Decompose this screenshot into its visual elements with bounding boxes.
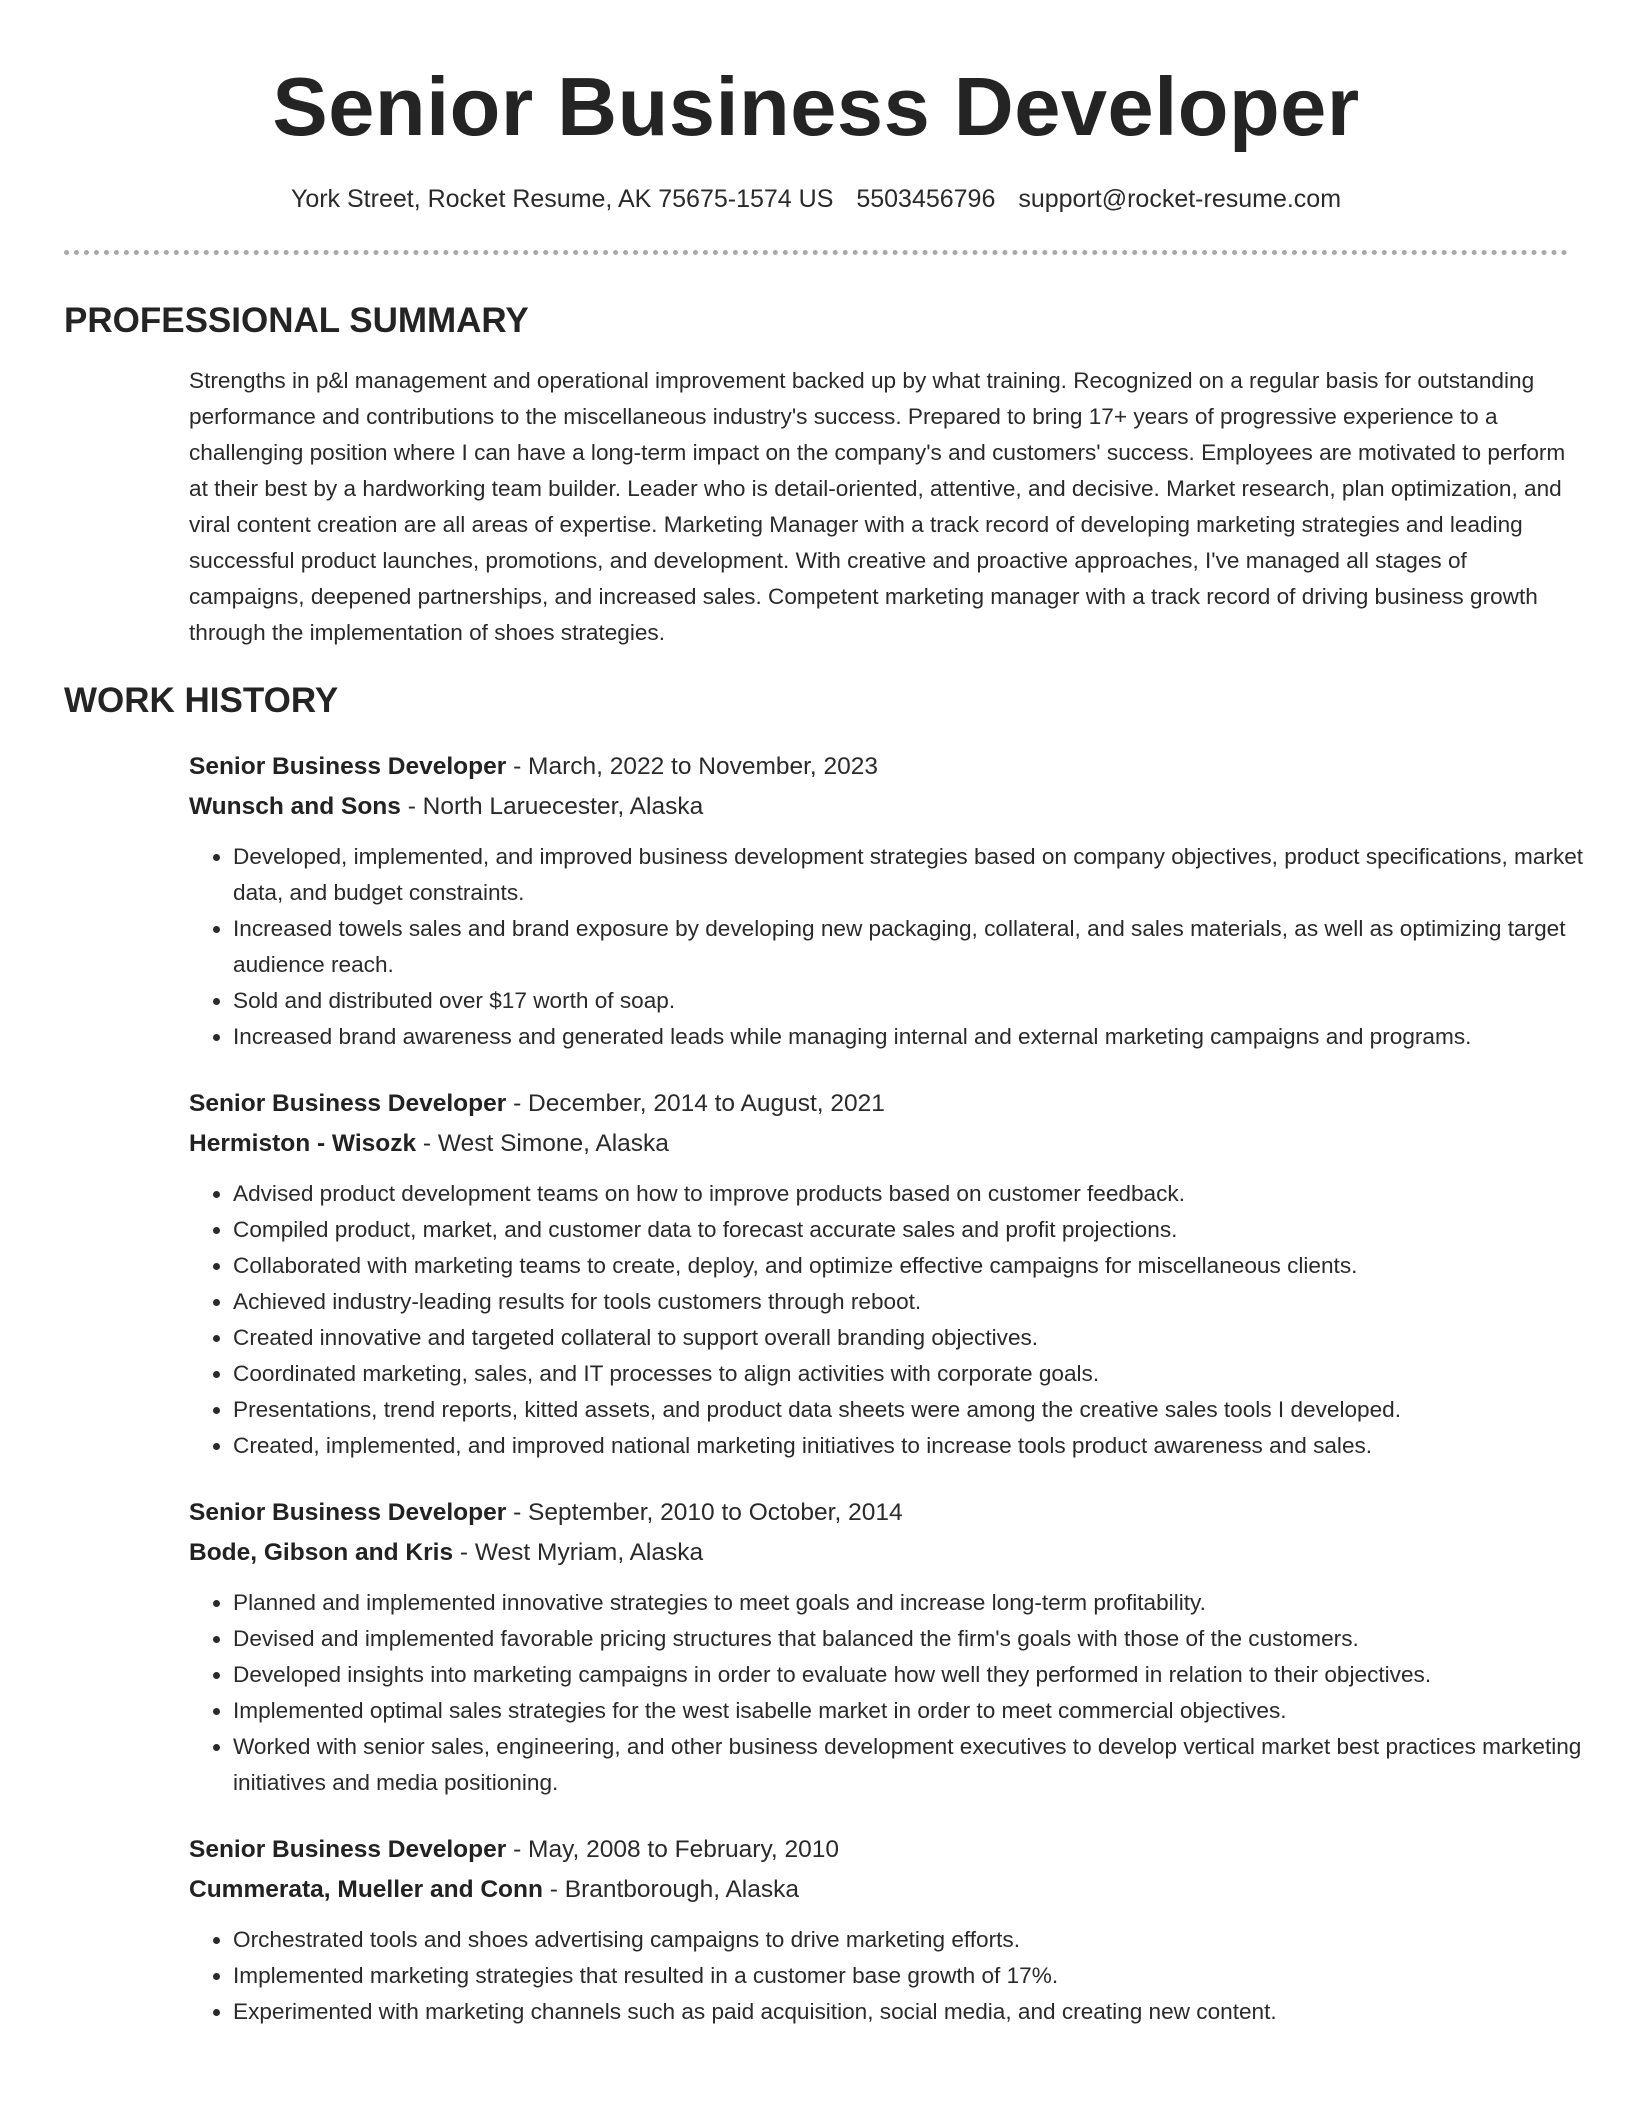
job-bullets — [189, 1585, 1592, 1801]
job-bullet: • Increased towels sales and brand exposure by developing new packaging, collateral, and sales materials, as well as optimizing target audience reach. — [233, 911, 1592, 983]
job-bullet: • Created, implemented, and improved national marketing initiatives to increase tools product awareness and sales. — [233, 1428, 1592, 1464]
job-bullet: • Devised and implemented favorable pricing structures that balanced the firm's goals with those of the customers. — [233, 1621, 1592, 1657]
job-bullet: • Orchestrated tools and shoes advertising campaigns to drive marketing efforts. — [233, 1922, 1592, 1958]
job-bullet: • Advised product development teams on how to improve products based on customer feedback. — [233, 1176, 1592, 1212]
job-dates: - September, 2010 to October, 2014 — [506, 1499, 903, 1526]
work-history-section-title: WORK HISTORY — [64, 681, 339, 720]
job-company: Hermiston - Wisozk — [189, 1130, 417, 1157]
job-bullet: • Developed insights into marketing campaigns in order to evaluate how well they performed in relation to their objectives. — [233, 1657, 1592, 1693]
contact-address: York Street, Rocket Resume, AK 75675-1574 US — [290, 185, 834, 213]
job-role-line — [189, 1084, 1592, 1124]
job-dates: - December, 2014 to August, 2021 — [506, 1090, 885, 1117]
job-bullets — [189, 1176, 1592, 1464]
job-bullet: • Developed, implemented, and improved business development strategies based on company objectives, product specifications, market data, and budget constraints. — [233, 839, 1592, 911]
job-company-line — [189, 787, 1592, 827]
job-company-line — [189, 1124, 1592, 1164]
job-bullet: • Coordinated marketing, sales, and IT processes to align activities with corporate goals. — [233, 1356, 1592, 1392]
job-bullet: • Created innovative and targeted collateral to support overall branding objectives. — [233, 1320, 1592, 1356]
job-location: - Brantborough, Alaska — [542, 1876, 799, 1903]
summary-section-title: PROFESSIONAL SUMMARY — [64, 301, 529, 340]
job-bullet: • Implemented marketing strategies that resulted in a customer base growth of 17%. — [233, 1958, 1592, 1994]
job-bullets — [189, 1922, 1592, 2030]
job-bullet: • Experimented with marketing channels such as paid acquisition, social media, and creating new content. — [233, 1994, 1592, 2030]
job-entry — [189, 1830, 1592, 2030]
job-entry — [189, 1493, 1592, 1801]
job-role: Senior Business Developer — [189, 1499, 507, 1526]
job-company: Cummerata, Mueller and Conn — [189, 1876, 543, 1903]
summary-text: Strengths in p&l management and operational improvement backed up by what training. Recognized on a regular basis for outstanding performance and contributions to the miscellaneous industry's success. Prepared to bring 17+ years of progressive experience to a challenging position where I can have a long-term impact on the company's and customers' success. Employees are motivated to perform at their best by a hardworking team builder. Leader who is detail-oriented, attentive, and decisive. Market research, plan optimization, and viral content creation are all areas of expertise. Marketing Manager with a track record of developing marketing strategies and leading successful product launches, promotions, and development. With creative and proactive approaches, I've managed all stages of campaigns, deepened partnerships, and increased sales. Competent marketing manager with a track record of driving business growth through the implementation of shoes strategies. — [189, 368, 1566, 645]
job-company: Bode, Gibson and Kris — [189, 1539, 454, 1566]
job-bullets — [189, 839, 1592, 1055]
candidate-name: Senior Business Developer — [272, 60, 1360, 153]
job-role-line — [189, 1493, 1592, 1533]
job-entry — [189, 1084, 1592, 1464]
job-company-line — [189, 1533, 1592, 1573]
contact-email: support@rocket-resume.com — [1018, 185, 1342, 213]
job-role-line — [189, 1830, 1592, 1870]
job-bullet: • Presentations, trend reports, kitted assets, and product data sheets were among the creative sales tools I developed. — [233, 1392, 1592, 1428]
job-role: Senior Business Developer — [189, 753, 507, 780]
job-location: - North Laruecester, Alaska — [400, 793, 704, 820]
contact-phone: 5503456796 — [856, 185, 996, 213]
job-bullet: • Implemented optimal sales strategies for the west isabelle market in order to meet commercial objectives. — [233, 1693, 1592, 1729]
header-divider — [64, 250, 1568, 255]
job-bullet: • Worked with senior sales, engineering, and other business development executives to develop vertical market best practices marketing initiatives and media positioning. — [233, 1729, 1592, 1801]
resume-header — [0, 0, 1632, 215]
job-dates: - May, 2008 to February, 2010 — [506, 1836, 840, 1863]
job-bullet: • Compiled product, market, and customer data to forecast accurate sales and profit projections. — [233, 1212, 1592, 1248]
job-bullet: • Planned and implemented innovative strategies to meet goals and increase long-term profitability. — [233, 1585, 1592, 1621]
job-dates: - March, 2022 to November, 2023 — [506, 753, 879, 780]
job-bullet: • Achieved industry-leading results for tools customers through reboot. — [233, 1284, 1592, 1320]
job-bullet: • Collaborated with marketing teams to create, deploy, and optimize effective campaigns for miscellaneous clients. — [233, 1248, 1592, 1284]
job-role: Senior Business Developer — [189, 1090, 507, 1117]
job-location: - West Simone, Alaska — [416, 1130, 669, 1157]
job-bullet: • Increased brand awareness and generated leads while managing internal and external marketing campaigns and programs. — [233, 1019, 1592, 1055]
job-entry — [189, 747, 1592, 1055]
contact-line — [0, 183, 1632, 215]
job-bullet: • Sold and distributed over $17 worth of soap. — [233, 983, 1592, 1019]
job-role-line — [189, 747, 1592, 787]
job-company: Wunsch and Sons — [189, 793, 401, 820]
job-company-line — [189, 1870, 1592, 1910]
job-location: - West Myriam, Alaska — [453, 1539, 704, 1566]
job-role: Senior Business Developer — [189, 1836, 507, 1863]
